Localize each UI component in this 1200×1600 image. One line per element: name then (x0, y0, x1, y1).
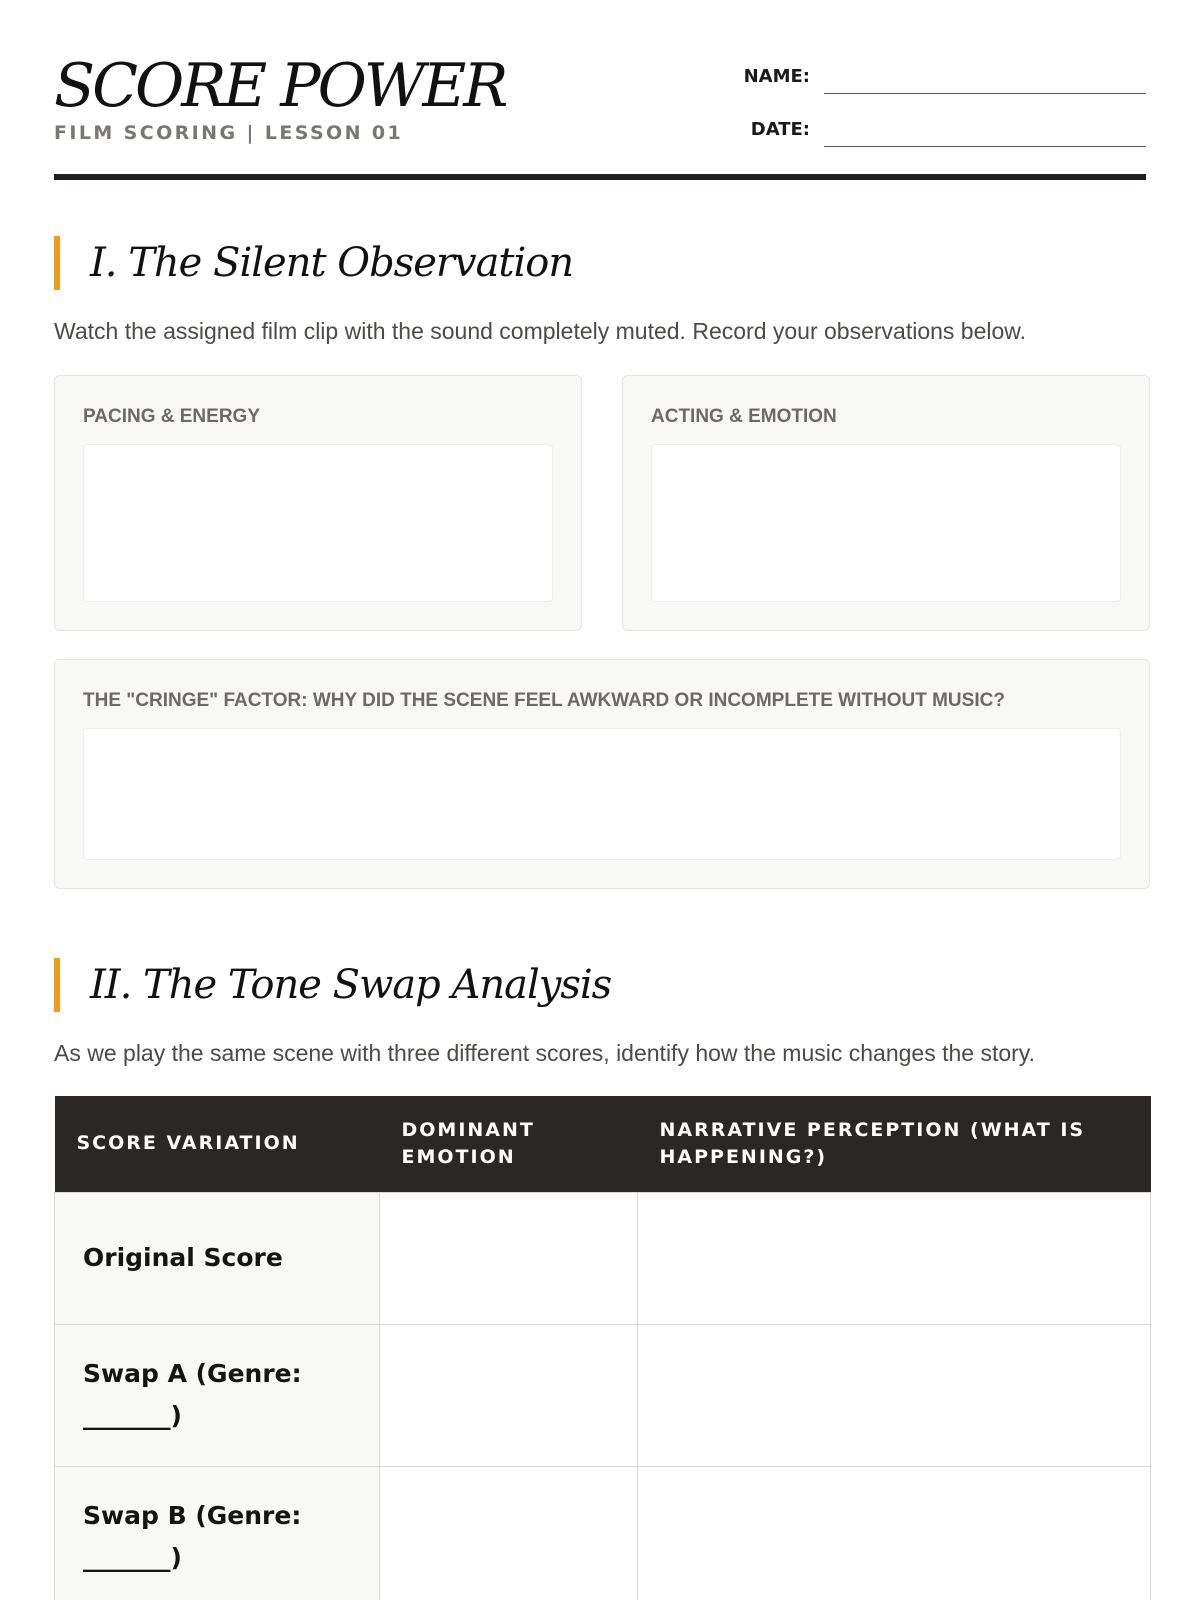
acting-emotion-label: ACTING & EMOTION (651, 406, 837, 427)
name-input[interactable] (824, 60, 1146, 94)
column-header-score-variation: SCORE VARIATION (55, 1096, 380, 1192)
row-label-swap-a: Swap A (Genre: _______) (55, 1324, 380, 1466)
date-input[interactable] (824, 113, 1146, 147)
table-row (55, 1192, 1151, 1324)
table-row (55, 1324, 1151, 1466)
table-header-row (55, 1096, 1151, 1192)
acting-emotion-input[interactable] (651, 444, 1121, 602)
section-2-title: II. The Tone Swap Analysis (90, 962, 612, 1008)
narrative-perception-cell[interactable] (638, 1192, 1151, 1324)
narrative-perception-cell[interactable] (638, 1466, 1151, 1600)
pacing-energy-input[interactable] (83, 444, 553, 602)
cringe-factor-label: THE "CRINGE" FACTOR: WHY DID THE SCENE FEEL AWKWARD OR INCOMPLETE WITHOUT MUSIC? (83, 690, 1005, 711)
column-header-dominant-emotion: DOMINANT EMOTION (380, 1096, 638, 1192)
section-1-heading (54, 236, 573, 290)
narrative-perception-cell[interactable] (638, 1324, 1151, 1466)
section-1-title: I. The Silent Observation (90, 240, 574, 286)
pacing-energy-panel (54, 375, 582, 631)
date-label: DATE: (750, 119, 810, 140)
row-label-original-score: Original Score (55, 1192, 380, 1324)
worksheet-subtitle: FILM SCORING | LESSON 01 (54, 122, 404, 144)
table-row (55, 1466, 1151, 1600)
section-1-accent-bar (54, 236, 60, 290)
tone-swap-table (54, 1096, 1151, 1600)
pacing-energy-label: PACING & ENERGY (83, 406, 261, 427)
section-2-intro: As we play the same scene with three different scores, identify how the music changes the story. (54, 1040, 1035, 1066)
worksheet-header (54, 0, 1146, 180)
dominant-emotion-cell[interactable] (380, 1192, 638, 1324)
name-field-row (710, 60, 1146, 94)
acting-emotion-panel (622, 375, 1150, 631)
name-label: NAME: (743, 66, 810, 87)
section-1-intro: Watch the assigned film clip with the sound completely muted. Record your observations below. (54, 318, 1027, 344)
date-field-row (710, 113, 1146, 147)
section-2-heading (54, 958, 611, 1012)
dominant-emotion-cell[interactable] (380, 1324, 638, 1466)
worksheet-title: SCORE POWER (54, 51, 506, 121)
dominant-emotion-cell[interactable] (380, 1466, 638, 1600)
column-header-narrative-perception: NARRATIVE PERCEPTION (WHAT IS HAPPENING?) (638, 1096, 1151, 1192)
row-label-swap-b: Swap B (Genre: _______) (55, 1466, 380, 1600)
cringe-factor-input[interactable] (83, 728, 1121, 860)
section-2-accent-bar (54, 958, 60, 1012)
cringe-factor-panel (54, 659, 1150, 889)
